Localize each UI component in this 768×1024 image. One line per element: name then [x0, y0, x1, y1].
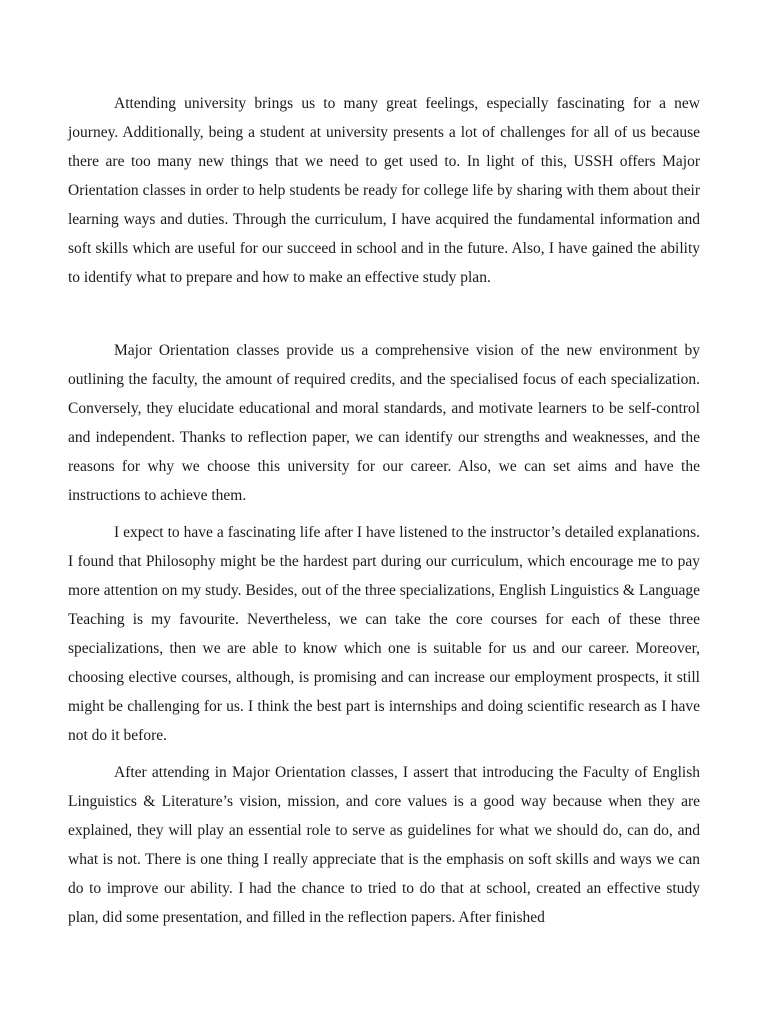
- paragraph-orientation-vision: Major Orientation classes provide us a comprehensive vision of the new environment by outlining the faculty, the amount of required credits, and the specialised focus of each specialization. Conversely, they elucidate educational and moral standards, and motivate learners to be self-control and independent. Thanks to reflection paper, we can identify our strengths and weaknesses, and the reasons for why we choose this university for our career. Also, we can set aims and have the instructions to achieve them.: [68, 342, 700, 504]
- paragraph-faculty-values: After attending in Major Orientation classes, I assert that introducing the Faculty of English Linguistics & Literature’s vision, mission, and core values is a good way because when they are explained, they will play an essential role to serve as guidelines for what we should do, can do, and what is not. There is one thing I really appreciate that is the emphasis on soft skills and ways we can do to improve our ability. I had the chance to tried to do that at school, created an effective study plan, did some presentation, and filled in the reflection papers. After finished: [68, 764, 700, 926]
- document-page: [68, 89, 700, 932]
- paragraph-expectations: I expect to have a fascinating life after I have listened to the instructor’s detailed explanations. I found that Philosophy might be the hardest part during our curriculum, which encourage me to pay more attention on my study. Besides, out of the three specializations, English Linguistics & Language Teaching is my favourite. Nevertheless, we can take the core courses for each of these three specializations, then we are able to know which one is suitable for us and our career. Moreover, choosing elective courses, although, is promising and can increase our employment prospects, it still might be challenging for us. I think the best part is internships and doing scientific research as I have not do it before.: [68, 524, 700, 744]
- paragraph-intro: Attending university brings us to many great feelings, especially fascinating for a new journey. Additionally, being a student at university presents a lot of challenges for all of us because there are too many new things that we need to get used to. In light of this, USSH offers Major Orientation classes in order to help students be ready for college life by sharing with them about their learning ways and duties. Through the curriculum, I have acquired the fundamental information and soft skills which are useful for our succeed in school and in the future. Also, I have gained the ability to identify what to prepare and how to make an effective study plan.: [68, 95, 700, 286]
